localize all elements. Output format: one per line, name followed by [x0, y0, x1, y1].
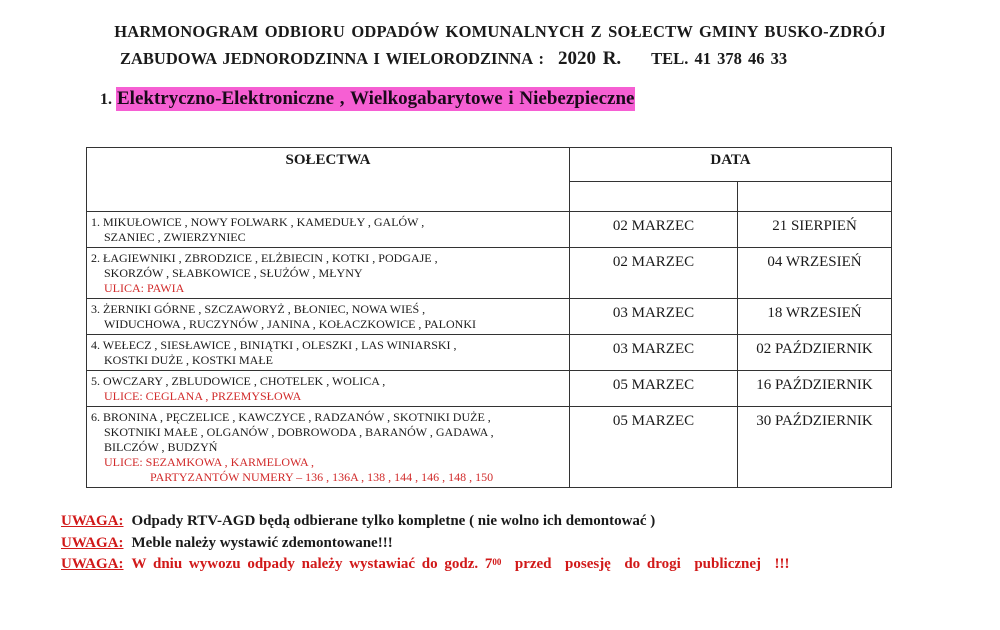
table-header-row	[87, 148, 892, 182]
note-furniture	[61, 533, 790, 555]
villages-line: KOSTKI DUŻE , KOSTKI MAŁE	[104, 353, 273, 367]
villages-line: 1. MIKUŁOWICE , NOWY FOLWARK , KAMEDUŁY , GALÓW ,	[91, 215, 425, 229]
note-label: UWAGA:	[61, 513, 124, 529]
villages-cell	[87, 335, 570, 371]
villages-line: 3. ŻERNIKI GÓRNE , SZCZAWORYŻ , BŁONIEC, NOWA WIEŚ ,	[91, 302, 426, 316]
villages-cell	[87, 407, 570, 488]
date-subheader-2	[738, 182, 892, 212]
date-first: 02 MARZEC	[570, 212, 738, 248]
villages-cell	[87, 371, 570, 407]
villages-cell	[87, 212, 570, 248]
table-row	[87, 335, 892, 371]
date-first: 05 MARZEC	[570, 371, 738, 407]
date-second: 16 PAŹDZIERNIK	[738, 371, 892, 407]
note-text: Odpady RTV-AGD będą odbierane tylko kompletne ( nie wolno ich demontować )	[131, 513, 656, 529]
villages-line: 5. OWCZARY , ZBLUDOWICE , CHOTELEK , WOLICA ,	[91, 374, 386, 388]
document-title: HARMONOGRAM ODBIORU ODPADÓW KOMUNALNYCH Z SOŁECTW GMINY BUSKO-ZDRÓJ	[114, 22, 886, 41]
note-label: UWAGA:	[61, 556, 124, 572]
date-second: 02 PAŹDZIERNIK	[738, 335, 892, 371]
column-header-villages: SOŁECTWA	[87, 148, 570, 212]
section-heading	[100, 88, 635, 110]
date-second: 04 WRZESIEŃ	[738, 248, 892, 299]
date-first: 02 MARZEC	[570, 248, 738, 299]
date-second: 18 WRZESIEŃ	[738, 299, 892, 335]
date-first: 03 MARZEC	[570, 335, 738, 371]
note-label: UWAGA:	[61, 534, 124, 551]
note-time-superscript: 00	[492, 557, 502, 567]
section-number: 1.	[100, 91, 112, 108]
streets-line: ULICE: CEGLANA , PRZEMYSŁOWA	[104, 389, 302, 403]
note-collection-time	[61, 554, 790, 576]
date-first: 05 MARZEC	[570, 407, 738, 488]
villages-line: BILCZÓW , BUDZYŃ	[104, 440, 218, 454]
villages-line: 2. ŁAGIEWNIKI , ZBRODZICE , ELŻBIECIN , KOTKI , PODGAJE ,	[91, 251, 438, 265]
document-subtitle	[120, 48, 787, 70]
building-type: ZABUDOWA JEDNORODZINNA I WIELORODZINNA :	[120, 49, 544, 68]
note-text: Meble należy wystawić zdemontowane!!!	[131, 534, 393, 551]
villages-line: SKORZÓW , SŁABKOWICE , SŁUŻÓW , MŁYNY	[104, 266, 363, 280]
table-row	[87, 248, 892, 299]
section-title: Elektryczno-Elektroniczne , Wielkogabarytowe i Niebezpieczne	[117, 88, 635, 109]
column-header-date: DATA	[570, 148, 892, 182]
date-second: 21 SIERPIEŃ	[738, 212, 892, 248]
villages-line: SKOTNIKI MAŁE , OLGANÓW , DOBROWODA , BARANÓW , GADAWA ,	[104, 425, 494, 439]
table-row	[87, 299, 892, 335]
date-second: 30 PAŹDZIERNIK	[738, 407, 892, 488]
date-subheader-1	[570, 182, 738, 212]
streets-line: ULICA: PAWIA	[104, 281, 185, 295]
villages-line: 6. BRONINA , PĘCZELICE , KAWCZYCE , RADZANÓW , SKOTNIKI DUŻE ,	[91, 410, 491, 424]
table-row	[87, 212, 892, 248]
year: 2020 R.	[557, 48, 622, 69]
date-first: 03 MARZEC	[570, 299, 738, 335]
schedule-table	[86, 147, 892, 488]
villages-line: WIDUCHOWA , RUCZYNÓW , JANINA , KOŁACZKOWICE , PALONKI	[104, 317, 476, 331]
table-row	[87, 407, 892, 488]
note-text: W dniu wywozu odpady należy wystawiać do godz. 7	[131, 556, 493, 572]
phone-number: TEL. 41 378 46 33	[651, 49, 788, 68]
note-rtv-agd	[61, 511, 790, 533]
notes-section	[61, 511, 790, 576]
villages-line: SZANIEC , ZWIERZYNIEC	[104, 230, 246, 244]
villages-cell	[87, 248, 570, 299]
table-row	[87, 371, 892, 407]
villages-cell	[87, 299, 570, 335]
streets-line: PARTYZANTÓW NUMERY – 136 , 136A , 138 , 144 , 146 , 148 , 150	[150, 470, 494, 484]
villages-line: 4. WEŁECZ , SIESŁAWICE , BINIĄTKI , OLESZKI , LAS WINIARSKI ,	[91, 338, 457, 352]
streets-line: ULICE: SEZAMKOWA , KARMELOWA ,	[104, 455, 314, 469]
note-text: przed posesję do drogi publicznej !!!	[501, 556, 790, 572]
